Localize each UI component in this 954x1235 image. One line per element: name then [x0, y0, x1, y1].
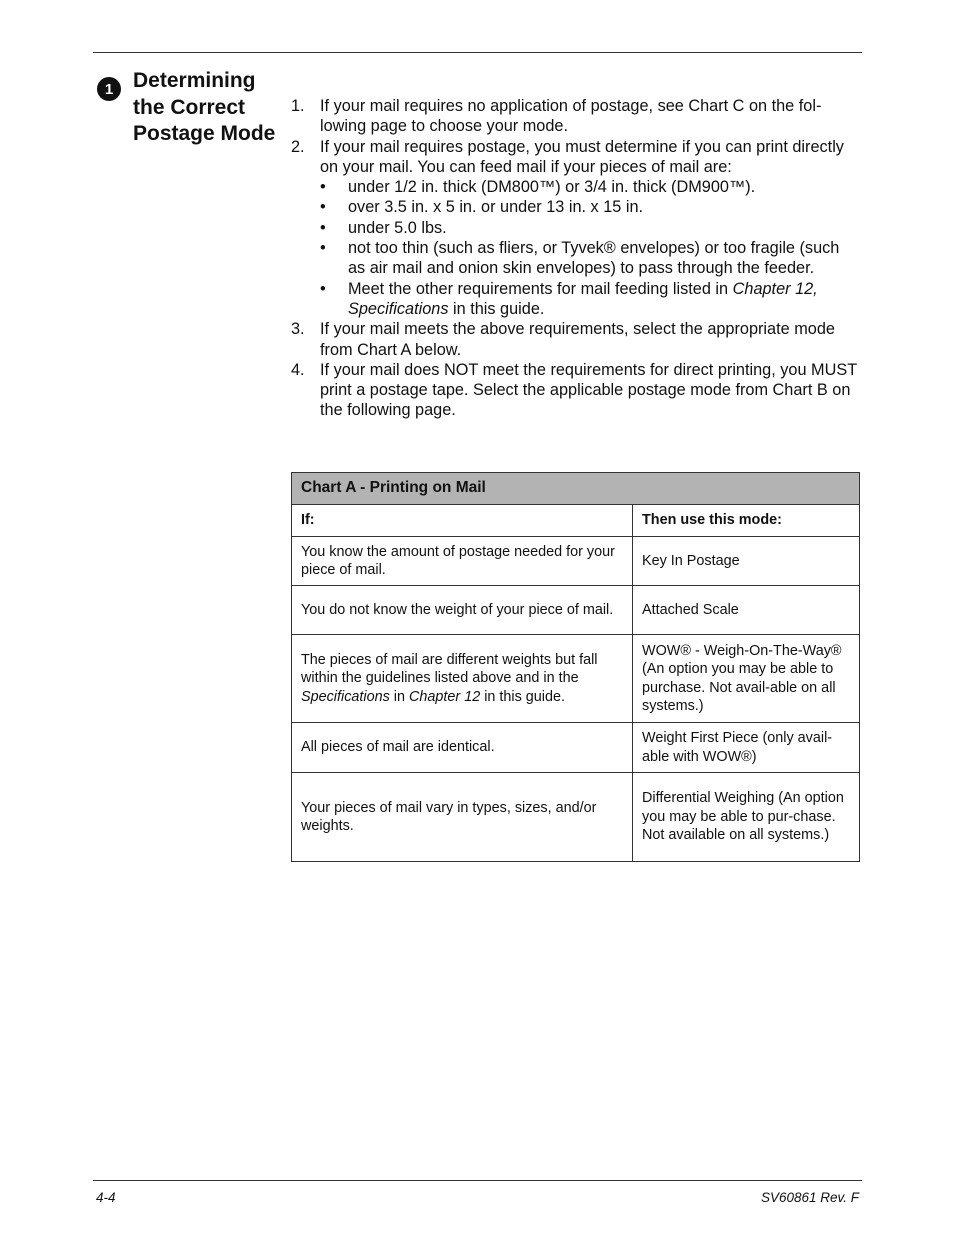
instruction-list	[290, 96, 860, 421]
condition-cell: All pieces of mail are identical.	[292, 723, 633, 773]
list-item	[290, 319, 860, 360]
step-text: If your mail does NOT meet the requirements for direct printing, you MUST print a postage tape. Select the applicable postage mode from Chart B on the following page.	[320, 360, 857, 420]
step-number-badge: 1	[97, 77, 121, 101]
bullet-item: • not too thin (such as fliers, or Tyvek® envelopes) or too fragile (such as air mail and onion skin envelopes) to pass through the feeder.	[320, 239, 840, 278]
condition-cell: You know the amount of postage needed for your piece of mail.	[292, 537, 633, 586]
footer-rule	[93, 1180, 862, 1181]
column-header-if: If:	[292, 505, 633, 537]
step-number: 3.	[291, 320, 305, 339]
document-revision: SV60861 Rev. F	[760, 1190, 859, 1205]
step-number: 4.	[291, 360, 305, 379]
step-text: If your mail requires no application of postage, see Chart C on the fol-lowing page to choose your mode.	[320, 97, 822, 136]
bullet-item: • Meet the other requirements for mail feeding listed in Chapter 12, Specifications in this guide.	[320, 279, 818, 318]
bullet-icon: •	[320, 178, 326, 197]
mode-cell: Key In Postage	[633, 537, 860, 586]
bullet-icon: •	[320, 239, 326, 258]
page-number: 4-4	[96, 1190, 116, 1205]
list-item	[290, 137, 860, 320]
table-title: Chart A - Printing on Mail	[292, 473, 860, 505]
requirement-list	[320, 177, 860, 319]
header-rule	[93, 52, 862, 53]
mode-cell: Weight First Piece (only avail-able with WOW®)	[633, 723, 860, 773]
step-text: If your mail requires postage, you must determine if you can print directly on your mail. You can feed mail if your pieces of mail are:	[320, 137, 844, 176]
table-row	[292, 586, 860, 635]
mode-cell: Attached Scale	[633, 586, 860, 635]
step-text: If your mail meets the above requirements, select the appropriate mode from Chart A below.	[320, 320, 835, 359]
chart-a-table	[291, 472, 860, 862]
bullet-item: • over 3.5 in. x 5 in. or under 13 in. x 15 in.	[320, 198, 644, 217]
section-heading: Determining the Correct Postage Mode	[133, 69, 276, 145]
condition-cell: Your pieces of mail vary in types, sizes, and/or weights.	[292, 773, 633, 862]
bullet-item: • under 1/2 in. thick (DM800™) or 3/4 in. thick (DM900™).	[320, 178, 756, 197]
mode-cell: WOW® - Weigh-On-The-Way® (An option you may be able to purchase. Not avail-able on all systems.)	[633, 635, 860, 723]
step-number: 2.	[291, 137, 305, 156]
bullet-icon: •	[320, 218, 326, 237]
table-row	[292, 635, 860, 723]
mode-cell: Differential Weighing (An option you may be able to pur-chase. Not available on all systems.)	[633, 773, 860, 862]
table-row	[292, 537, 860, 586]
table-row	[292, 773, 860, 862]
step-number: 1.	[291, 97, 305, 115]
condition-cell: The pieces of mail are different weights but fall within the guidelines listed above and in the Specifications in Chapter 12 in this guide.	[292, 635, 633, 723]
list-item	[290, 96, 860, 137]
column-header-mode: Then use this mode:	[633, 505, 860, 537]
chapter-reference: Chapter 12, Specifications	[348, 279, 818, 318]
bullet-item: • under 5.0 lbs.	[320, 218, 447, 237]
bullet-icon: •	[320, 198, 326, 217]
bullet-icon: •	[320, 279, 326, 298]
condition-cell: You do not know the weight of your piece of mail.	[292, 586, 633, 635]
table-row	[292, 723, 860, 773]
list-item	[290, 360, 860, 421]
